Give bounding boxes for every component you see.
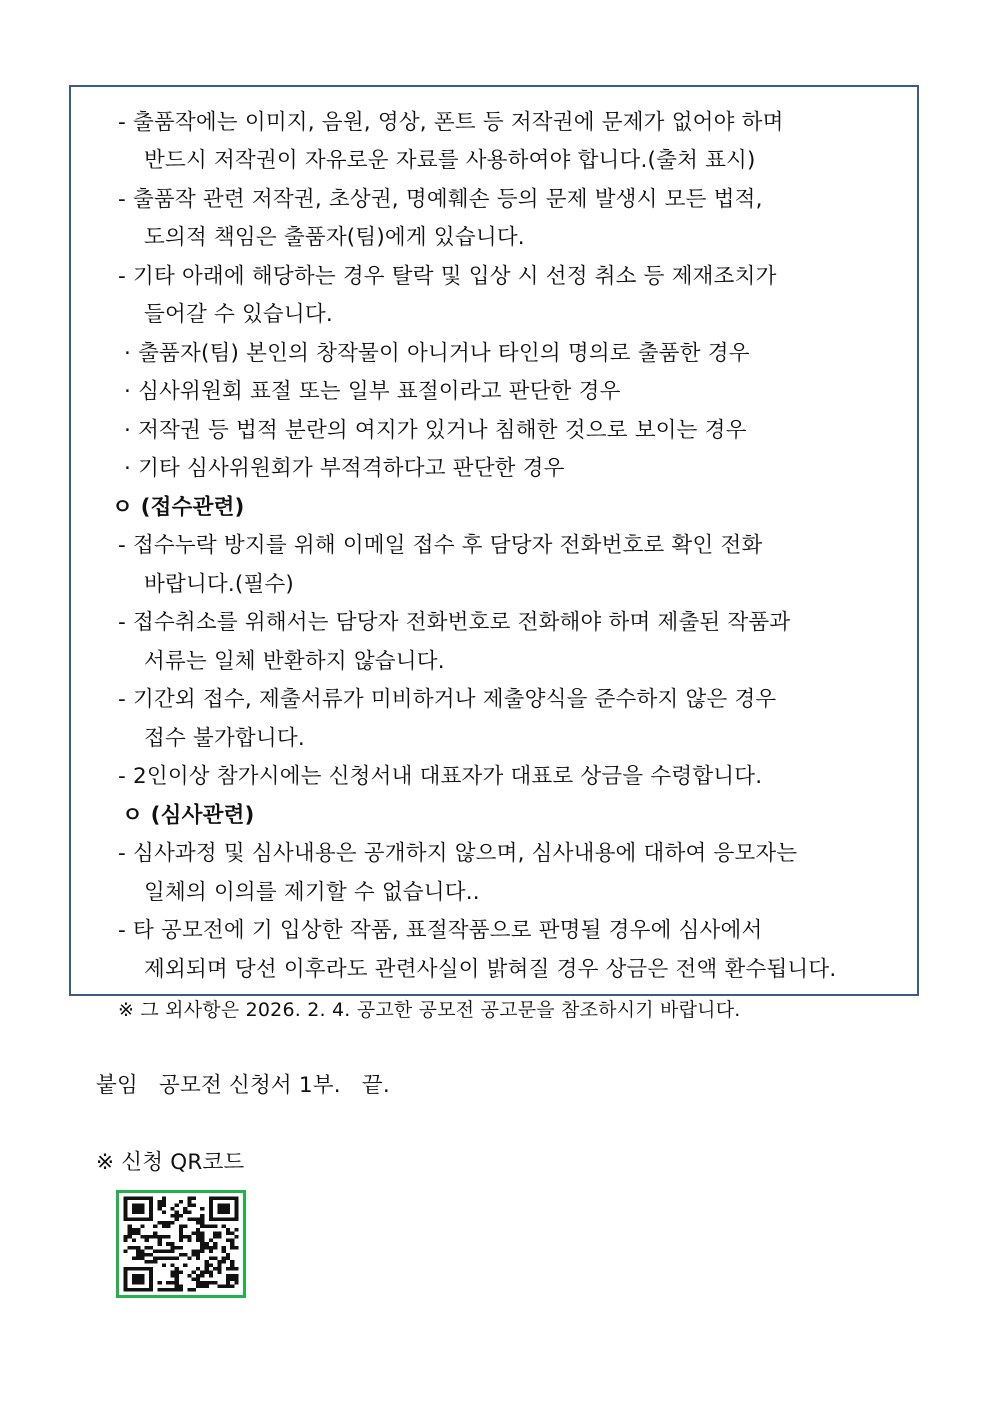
text-line: - 기타 아래에 해당하는 경우 탈락 및 입상 시 선정 취소 등 제재조치가: [118, 264, 777, 289]
text-line: 일체의 이의를 제기할 수 없습니다..: [144, 880, 480, 905]
section-heading-judging: ㅇ (심사관련): [122, 803, 255, 828]
bullet-item: · 기타 심사위원회가 부적격하다고 판단한 경우: [124, 456, 565, 481]
bullet-item: · 출품자(팀) 본인의 창작물이 아니거나 타인의 명의로 출품한 경우: [124, 341, 750, 366]
text-line: - 출품작에는 이미지, 음원, 영상, 폰트 등 저작권에 문제가 없어야 하며: [118, 110, 784, 135]
reference-note: ※ 그 외사항은 2026. 2. 4. 공고한 공모전 공고문을 참조하시기 바랍니다.: [118, 999, 741, 1021]
text-line: - 출품작 관련 저작권, 초상권, 명예훼손 등의 문제 발생시 모든 법적,: [118, 187, 763, 212]
bullet-item: · 심사위원회 표절 또는 일부 표절이라고 판단한 경우: [124, 379, 621, 404]
section-heading-reception: ㅇ (접수관련): [112, 495, 245, 520]
text-line: 바랍니다.(필수): [144, 572, 295, 597]
text-line: - 접수취소를 위해서는 담당자 전화번호로 전화해야 하며 제출된 작품과: [118, 610, 791, 635]
text-line: 들어갈 수 있습니다.: [144, 302, 333, 327]
text-line: - 2인이상 참가시에는 신청서내 대표자가 대표로 상금을 수령합니다.: [118, 764, 763, 789]
text-line: - 접수누락 방지를 위해 이메일 접수 후 담당자 전화번호로 확인 전화: [118, 533, 763, 558]
text-line: 도의적 책임은 출품자(팀)에게 있습니다.: [144, 225, 525, 250]
text-line: 제외되며 당선 이후라도 관련사실이 밝혀질 경우 상금은 전액 환수됩니다.: [144, 957, 837, 982]
qr-code-image[interactable]: [116, 1190, 246, 1298]
qr-label: ※ 신청 QR코드: [96, 1150, 245, 1175]
text-line: 접수 불가합니다.: [144, 726, 305, 751]
bullet-item: · 저작권 등 법적 분란의 여지가 있거나 침해한 것으로 보이는 경우: [124, 418, 747, 443]
text-line: - 심사과정 및 심사내용은 공개하지 않으며, 심사내용에 대하여 응모자는: [118, 841, 798, 866]
qr-code-icon: [119, 1193, 243, 1295]
text-line: 반드시 저작권이 자유로운 자료를 사용하여야 합니다.(출처 표시): [144, 148, 756, 173]
text-line: - 기간외 접수, 제출서류가 미비하거나 제출양식을 준수하지 않은 경우: [118, 687, 777, 712]
attachment-line: 붙임 공모전 신청서 1부. 끝.: [96, 1073, 390, 1098]
text-line: - 타 공모전에 기 입상한 작품, 표절작품으로 판명될 경우에 심사에서: [118, 918, 763, 943]
text-line: 서류는 일체 반환하지 않습니다.: [144, 649, 445, 674]
